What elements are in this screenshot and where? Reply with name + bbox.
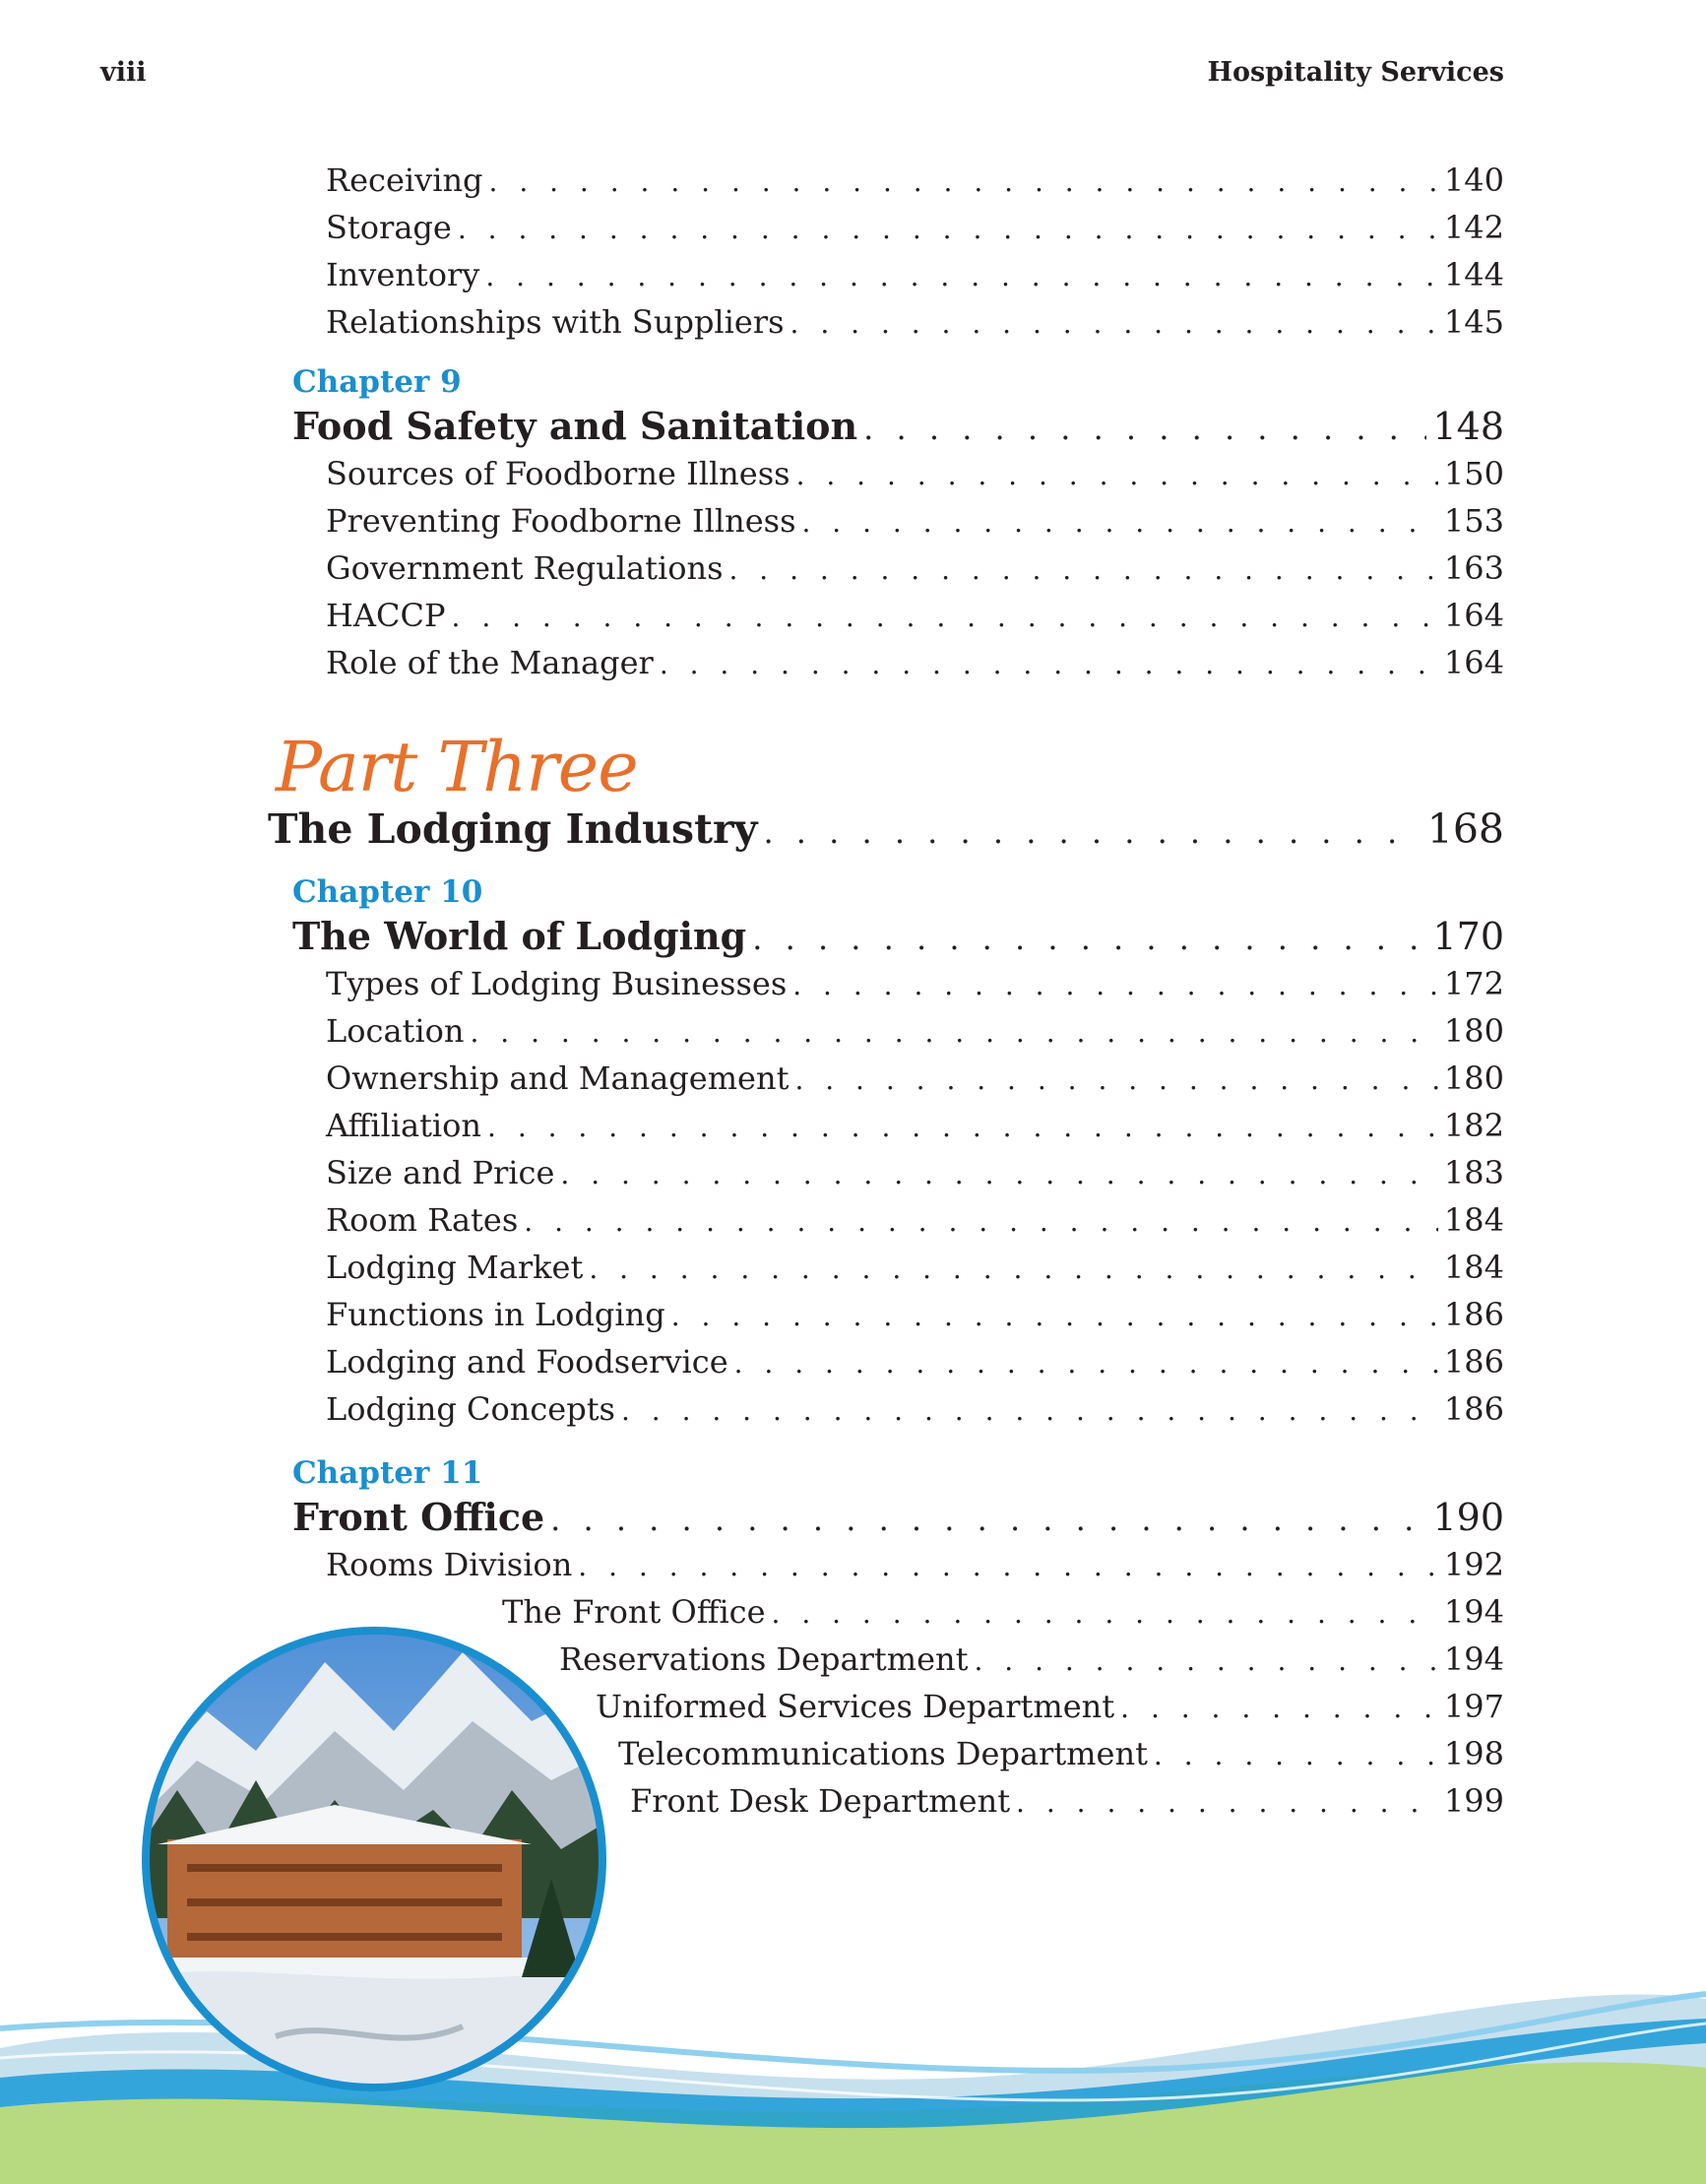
page-folio: viii (100, 57, 147, 88)
chapter-title: Front Office (292, 1495, 545, 1539)
toc-entry-title: Government Regulations (326, 549, 724, 587)
toc-entry[interactable] (326, 1154, 1504, 1191)
toc-entry-title: Types of Lodging Businesses (326, 965, 788, 1002)
toc-entry[interactable] (326, 644, 1504, 681)
chapter-10-title-entry[interactable] (292, 914, 1504, 958)
toc-entry[interactable] (559, 1640, 1504, 1678)
toc-entry-page: 184 (1443, 1249, 1504, 1286)
toc-entry[interactable] (326, 1296, 1504, 1333)
toc-entry[interactable] (326, 549, 1504, 587)
chapter-title: The World of Lodging (292, 914, 747, 958)
toc-entry-page: 153 (1443, 502, 1504, 540)
toc-entry-page: 186 (1443, 1296, 1504, 1333)
dot-leader (863, 410, 1426, 447)
dot-leader (550, 1501, 1426, 1538)
toc-entry-page: 145 (1443, 303, 1504, 341)
dot-leader (763, 813, 1421, 851)
toc-entry-title: Lodging Concepts (326, 1390, 615, 1428)
chapter-11-title-entry[interactable] (292, 1495, 1504, 1539)
chapter-11-label: Chapter 11 (292, 1455, 483, 1491)
dot-leader (792, 969, 1438, 1001)
toc-entry[interactable] (326, 1546, 1504, 1583)
dot-leader (974, 1644, 1437, 1677)
toc-entry-page: 184 (1443, 1201, 1504, 1239)
toc-entry-page: 150 (1443, 455, 1504, 492)
dot-leader (1016, 1786, 1438, 1819)
toc-entry-title: Telecommunications Department (618, 1735, 1148, 1772)
dot-leader (1120, 1692, 1438, 1724)
toc-entry-title: HACCP (326, 597, 446, 634)
toc-entry-page: 180 (1443, 1012, 1504, 1050)
toc-entry-title: Reservations Department (559, 1640, 969, 1678)
toc-entry-title: Preventing Foodborne Illness (326, 502, 796, 540)
toc-entry[interactable] (326, 256, 1504, 293)
part-page: 168 (1426, 805, 1504, 853)
dot-leader (752, 920, 1426, 957)
toc-entry-page: 144 (1443, 256, 1504, 293)
dot-leader (772, 1597, 1438, 1630)
toc-entry[interactable] (326, 502, 1504, 540)
chapter-page: 148 (1432, 405, 1504, 448)
chapter-9-title-entry[interactable] (292, 404, 1504, 448)
toc-entry[interactable] (326, 965, 1504, 1002)
toc-entry-title: Receiving (326, 161, 483, 199)
toc-entry-page: 198 (1443, 1735, 1504, 1772)
toc-entry-page: 180 (1443, 1060, 1504, 1097)
toc-entry-page: 163 (1443, 549, 1504, 587)
dot-leader (458, 213, 1438, 245)
dot-leader (485, 260, 1438, 292)
toc-entry-page: 194 (1443, 1640, 1504, 1678)
toc-entry[interactable] (326, 1249, 1504, 1286)
toc-entry-page: 186 (1443, 1390, 1504, 1428)
chapter-10-label: Chapter 10 (292, 874, 483, 910)
toc-entry[interactable] (326, 1107, 1504, 1144)
dot-leader (801, 506, 1437, 539)
toc-entry-page: 183 (1443, 1154, 1504, 1191)
toc-entry-page: 197 (1443, 1688, 1504, 1725)
chapter-page: 190 (1432, 1496, 1504, 1539)
chapter-9-label: Chapter 9 (292, 364, 462, 400)
toc-entry-page: 172 (1443, 965, 1504, 1002)
toc-entry-page: 192 (1443, 1546, 1504, 1583)
dot-leader (734, 1347, 1438, 1380)
dot-leader (560, 1158, 1438, 1190)
toc-entry[interactable] (326, 455, 1504, 492)
toc-entry-page: 194 (1443, 1593, 1504, 1631)
toc-entry-title: Front Desk Department (630, 1782, 1011, 1820)
toc-entry-page: 164 (1443, 597, 1504, 634)
toc-entry-title: Lodging and Foodservice (326, 1343, 728, 1381)
toc-entry-title: Room Rates (326, 1201, 519, 1239)
toc-entry[interactable] (326, 209, 1504, 246)
snowy-mountain-lodge-photo (138, 1623, 610, 2095)
toc-entry[interactable] (618, 1735, 1504, 1772)
toc-entry[interactable] (326, 303, 1504, 341)
dot-leader (794, 1063, 1437, 1096)
toc-entry-title: The Front Office (502, 1593, 766, 1631)
toc-entry[interactable] (326, 1012, 1504, 1050)
toc-entry-title: Role of the Manager (326, 644, 654, 681)
toc-entry[interactable] (326, 1201, 1504, 1239)
toc-entry-title: Functions in Lodging (326, 1296, 665, 1333)
part-three-label: Part Three (276, 727, 638, 807)
toc-entry-title: Storage (326, 209, 452, 246)
toc-entry[interactable] (326, 161, 1504, 199)
dot-leader (487, 1111, 1438, 1143)
toc-entry-page: 164 (1443, 644, 1504, 681)
toc-entry-title: Sources of Foodborne Illness (326, 455, 790, 492)
toc-entry[interactable] (326, 1390, 1504, 1428)
toc-entry-page: 186 (1443, 1343, 1504, 1381)
toc-entry-title: Relationships with Suppliers (326, 303, 785, 341)
toc-entry[interactable] (630, 1782, 1504, 1820)
part-title: The Lodging Industry (268, 805, 758, 853)
dot-leader (1154, 1739, 1438, 1771)
toc-entry-title: Lodging Market (326, 1249, 584, 1286)
toc-entry-title: Inventory (326, 256, 480, 293)
toc-entry-title: Size and Price (326, 1154, 555, 1191)
book-title: Hospitality Services (1207, 57, 1504, 88)
dot-leader (796, 459, 1438, 491)
toc-entry-page: 142 (1443, 209, 1504, 246)
toc-entry[interactable] (326, 1343, 1504, 1381)
toc-entry-title: Affiliation (326, 1107, 482, 1144)
dot-leader (790, 307, 1438, 340)
dot-leader (671, 1300, 1438, 1332)
toc-entry-page: 199 (1443, 1782, 1504, 1820)
chapter-title: Food Safety and Sanitation (292, 404, 858, 448)
toc-entry[interactable] (596, 1688, 1504, 1725)
toc-entry-page: 140 (1443, 161, 1504, 199)
toc-entry-title: Ownership and Management (326, 1060, 790, 1097)
toc-entry-title: Uniformed Services Department (596, 1688, 1115, 1725)
part-three-title-entry[interactable] (268, 805, 1504, 853)
toc-entry-title: Rooms Division (326, 1546, 573, 1583)
chapter-page: 170 (1432, 915, 1504, 958)
dot-leader (589, 1253, 1438, 1285)
toc-entry-page: 182 (1443, 1107, 1504, 1144)
toc-entry[interactable] (326, 1060, 1504, 1097)
toc-entry-title: Location (326, 1012, 465, 1050)
dot-leader (452, 601, 1438, 633)
dot-leader (729, 553, 1438, 586)
dot-leader (524, 1205, 1438, 1238)
dot-leader (489, 165, 1438, 198)
dot-leader (578, 1550, 1438, 1582)
toc-entry[interactable] (502, 1593, 1504, 1631)
dot-leader (660, 648, 1438, 680)
dot-leader (470, 1016, 1437, 1049)
toc-entry[interactable] (326, 597, 1504, 634)
dot-leader (621, 1394, 1438, 1427)
